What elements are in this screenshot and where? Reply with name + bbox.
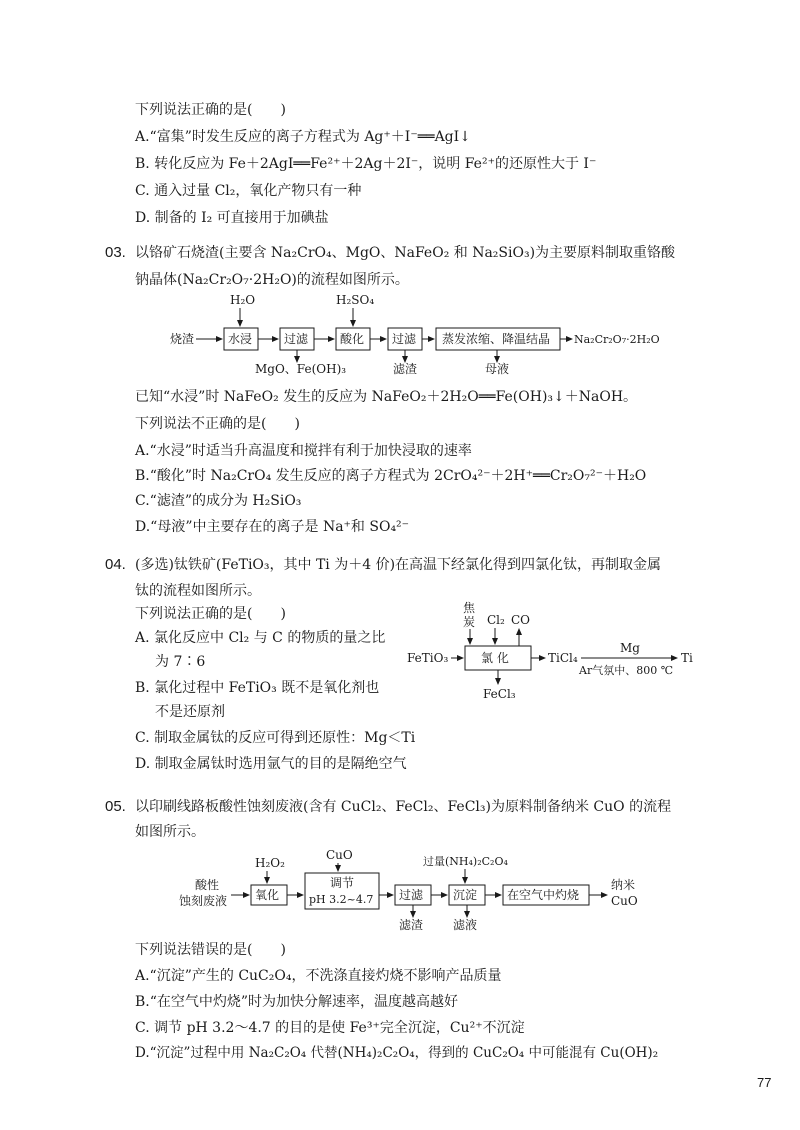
q2-stem: 下列说法正确的是( ) [135,102,286,118]
q4-flow-start: FeTiO₃ [407,651,449,665]
q5-option-c: C. 调节 pH 3.2～4.7 的目的是使 Fe³⁺完全沉淀，Cu²⁺不沉淀 [135,1020,525,1036]
q3-step-leach: 水浸 [228,332,253,346]
q3-flow-out3: 母液 [485,362,510,376]
q3-stem-line2: 钠晶体(Na₂Cr₂O₇·2H₂O)的流程如图所示。 [135,272,409,288]
q3-stem-line1: 以铬矿石烧渣(主要含 Na₂CrO₄、MgO、NaFeO₂ 和 Na₂SiO₃)为主要原料制取重铬酸 [135,245,676,261]
q5-flow-adj1: 调节 [330,876,355,890]
q2-option-b: B. 转化反应为 Fe＋2AgI══Fe²⁺＋2Ag＋2I⁻，说明 Fe²⁺的还原性大于 I⁻ [135,156,597,172]
q5-flow-precip: 沉淀 [453,888,478,902]
q3-step-filter2: 过滤 [392,332,417,346]
q3-flow-acid: H₂SO₄ [336,293,375,307]
q3-option-d: D.“母液”中主要存在的离子是 Na⁺和 SO₄²⁻ [135,519,410,535]
q2-option-a: A.“富集”时发生反应的离子方程式为 Ag⁺＋I⁻══AgI↓ [135,129,471,145]
q3-option-b: B.“酸化”时 Na₂CrO₄ 发生反应的离子方程式为 2CrO₄²⁻＋2H⁺══Cr₂O₇²⁻＋H₂O [135,468,647,484]
q3-flow-water: H₂O [230,293,256,307]
q4-option-a-line2: 为 7∶6 [155,654,206,670]
q4-flow-cl2: Cl₂ [487,613,505,627]
q3-known: 已知“水浸”时 NaFeO₂ 发生的反应为 NaFeO₂＋2H₂O══Fe(OH)₃↓＋NaOH。 [135,389,638,405]
q4-option-a-line1: A. 氯化反应中 Cl₂ 与 C 的物质的量之比 [135,630,386,646]
q5-stem-line1: 以印刷线路板酸性蚀刻废液(含有 CuCl₂、FeCl₂、FeCl₃)为原料制备纳米 CuO 的流程 [135,799,672,815]
q5-ask: 下列说法错误的是( ) [135,942,286,958]
q5-flow-cuo: CuO [326,848,353,862]
q4-stem-line1: (多选)钛铁矿(FeTiO₃，其中 Ti 为＋4 价)在高温下经氯化得到四氯化钛，再制取金属 [135,557,662,573]
q4-option-c: C. 制取金属钛的反应可得到还原性：Mg＜Ti [135,730,416,746]
q4-flow-end: Ti [681,651,693,665]
q2-option-d: D. 制备的 I₂ 可直接用于加碘盐 [135,210,329,226]
q5-flow-end2: CuO [611,894,638,908]
q4-option-b-line1: B. 氯化过程中 FeTiO₃ 既不是氧化剂也 [135,680,380,696]
q3-flow-out2: 滤渣 [393,362,418,376]
q4-option-b-line2: 不是还原剂 [155,704,225,720]
q3-flow-diagram [160,290,660,380]
q5-flow-out1: 滤渣 [399,918,424,932]
q4-flow-mg: Mg [620,641,640,655]
q5-flow-adj2: pH 3.2~4.7 [309,893,374,906]
q5-flow-h2o2: H₂O₂ [255,856,285,870]
q4-flow-box: 氯 化 [481,651,509,665]
q4-stem-line2: 钛的流程如图所示。 [135,583,261,599]
q5-flow-diagram [175,845,655,935]
q4-flow-coke2: 炭 [463,615,476,629]
q5-option-d: D.“沉淀”过程中用 Na₂C₂O₄ 代替(NH₄)₂C₂O₄，得到的 CuC₂O₄ 中可能混有 Cu(OH)₂ [135,1045,659,1061]
q4-flow-coke1: 焦 [463,601,476,615]
q5-flow-filter: 过滤 [399,888,424,902]
q5-flow-start2: 蚀刻废液 [179,894,228,908]
q3-option-a: A.“水浸”时适当升高温度和搅拌有利于加快浸取的速率 [135,443,472,459]
q3-step-crystallize: 蒸发浓缩、降温结晶 [442,332,551,346]
q3-option-c: C.“滤渣”的成分为 H₂SiO₃ [135,493,302,509]
q5-option-b: B.“在空气中灼烧”时为加快分解速率，温度越高越好 [135,994,459,1010]
page-number: 77 [757,1075,772,1090]
q3-number: 03. [105,244,126,261]
q5-flow-out2: 滤液 [453,918,478,932]
q5-option-a: A.“沉淀”产生的 CuC₂O₄，不洗涤直接灼烧不影响产品质量 [135,968,502,984]
q3-flow-product: Na₂Cr₂O₇·2H₂O [574,333,660,346]
q5-flow-oxid: 氧化 [255,888,280,902]
q5-flow-end1: 纳米 [611,878,636,892]
q4-flow-mid: TiCl₄ [548,651,578,665]
q3-flow-start: 烧渣 [170,332,195,346]
q3-step-acidify: 酸化 [340,332,365,346]
q4-number: 04. [105,556,126,573]
q4-flow-byproduct: FeCl₃ [483,687,516,701]
q3-flow-out1: MgO、Fe(OH)₃ [255,362,347,376]
q4-flow-cond: Ar气氛中、800 ℃ [579,664,673,677]
q5-stem-line2: 如图所示。 [135,824,205,840]
q5-flow-excess: 过量(NH₄)₂C₂O₄ [423,855,508,868]
q4-flow-diagram [405,598,705,708]
q2-option-c: C. 通入过量 Cl₂，氧化产物只有一种 [135,183,362,199]
q5-flow-burn: 在空气中灼烧 [507,888,580,902]
q4-option-d: D. 制取金属钛时选用氩气的目的是隔绝空气 [135,756,407,772]
q4-flow-co: CO [511,613,531,627]
q5-number: 05. [105,798,126,815]
q3-step-filter1: 过滤 [284,332,309,346]
q5-flow-start1: 酸性 [195,878,220,892]
q3-ask: 下列说法不正确的是( ) [135,416,300,432]
q4-ask: 下列说法正确的是( ) [135,606,286,622]
